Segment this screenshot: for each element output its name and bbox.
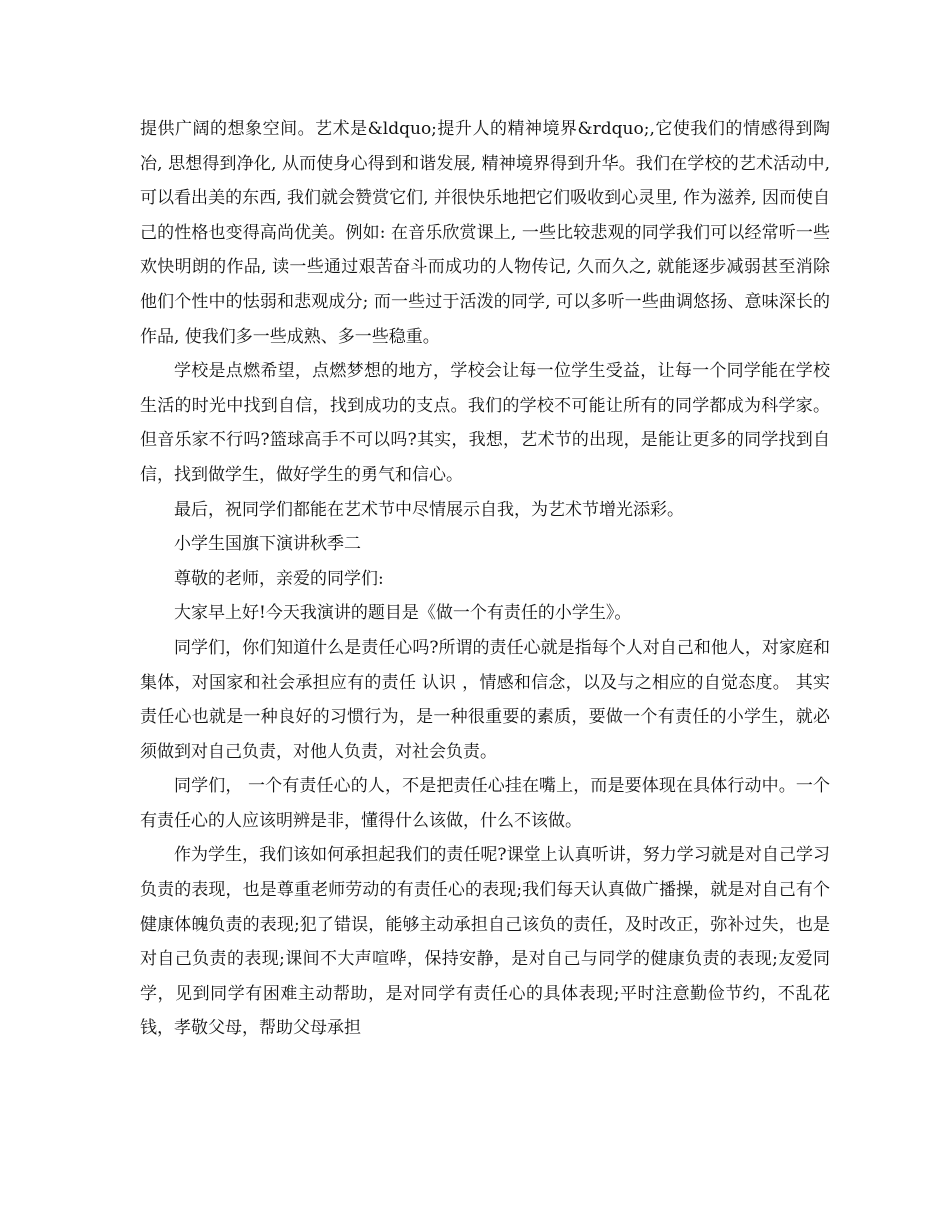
- paragraph-responsibility-action: 同学们， 一个有责任心的人，不是把责任心挂在嘴上，而是要体现在具体行动中。一个有责任心的人应该明辨是非，懂得什么该做，什么不该做。: [140, 776, 830, 831]
- paragraph-responsibility-definition: 同学们，你们知道什么是责任心吗?所谓的责任心就是指每个人对自己和他人，对家庭和集体，对国家和社会承担应有的责任 认识 ，情感和信念，以及与之相应的自觉态度。 其实责任心也就是一种良好的习惯行为，是一种很重要的素质，要做一个有责任的小学生，就必须做到对自己负责，对他人负责，对社会负责。: [140, 637, 830, 762]
- speech-greeting: 尊敬的老师，亲爱的同学们:: [174, 568, 384, 589]
- paragraph-closing-wish: 最后，祝同学们都能在艺术节中尽情展示自我，为艺术节增光添彩。: [174, 499, 684, 520]
- speech-title: 小学生国旗下演讲秋季二: [174, 534, 361, 555]
- speech-opening: 大家早上好!今天我演讲的题目是《做一个有责任的小学生》。: [174, 603, 632, 624]
- paragraph-school-hope: 学校是点燃希望，点燃梦想的地方，学校会让每一位学生受益，让每一个同学能在学校生活的时光中找到自信，找到成功的支点。我们的学校不可能让所有的同学都成为科学家。但音乐家不行吗?篮球高手不可以吗?其实，我想，艺术节的出现，是能让更多的同学找到自信，找到做学生，做好学生的勇气和信心。: [140, 361, 830, 485]
- paragraph-art-imagination: 提供广阔的想象空间。艺术是&ldquo;提升人的精神境界&rdquo;,它使我们的情感得到陶冶, 思想得到净化, 从而使身心得到和谐发展, 精神境界得到升华。我们在学校的艺术活动中, 可以看出美的东西, 我们就会赞赏它们, 并很快乐地把它们吸收到心灵里, 作为滋养, 因而使自己的性格也变得高尚优美。例如: 在音乐欣赏课上, 一些比较悲观的同学我们可以经常听一些欢快明朗的作品, 读一些通过艰苦奋斗而成功的人物传记, 久而久之, 就能逐步减弱甚至消除他们个性中的怯弱和悲观成分; 而一些过于活泼的同学, 可以多听一些曲调悠扬、意味深长的作品, 使我们多一些成熟、多一些稳重。: [140, 119, 830, 347]
- paragraph-student-duties: 作为学生，我们该如何承担起我们的责任呢?课堂上认真听讲，努力学习就是对自己学习负责的表现，也是尊重老师劳动的有责任心的表现;我们每天认真做广播操，就是对自己有个健康体魄负责的表现;犯了错误，能够主动承担自己该负的责任，及时改正，弥补过失，也是对自己负责的表现;课间不大声喧哗，保持安静，是对自己与同学的健康负责的表现;友爱同学，见到同学有困难主动帮助，是对同学有责任心的具体表现;平时注意勤俭节约，不乱花钱，孝敬父母，帮助父母承担: [140, 845, 830, 1039]
- document-body: [140, 112, 830, 1046]
